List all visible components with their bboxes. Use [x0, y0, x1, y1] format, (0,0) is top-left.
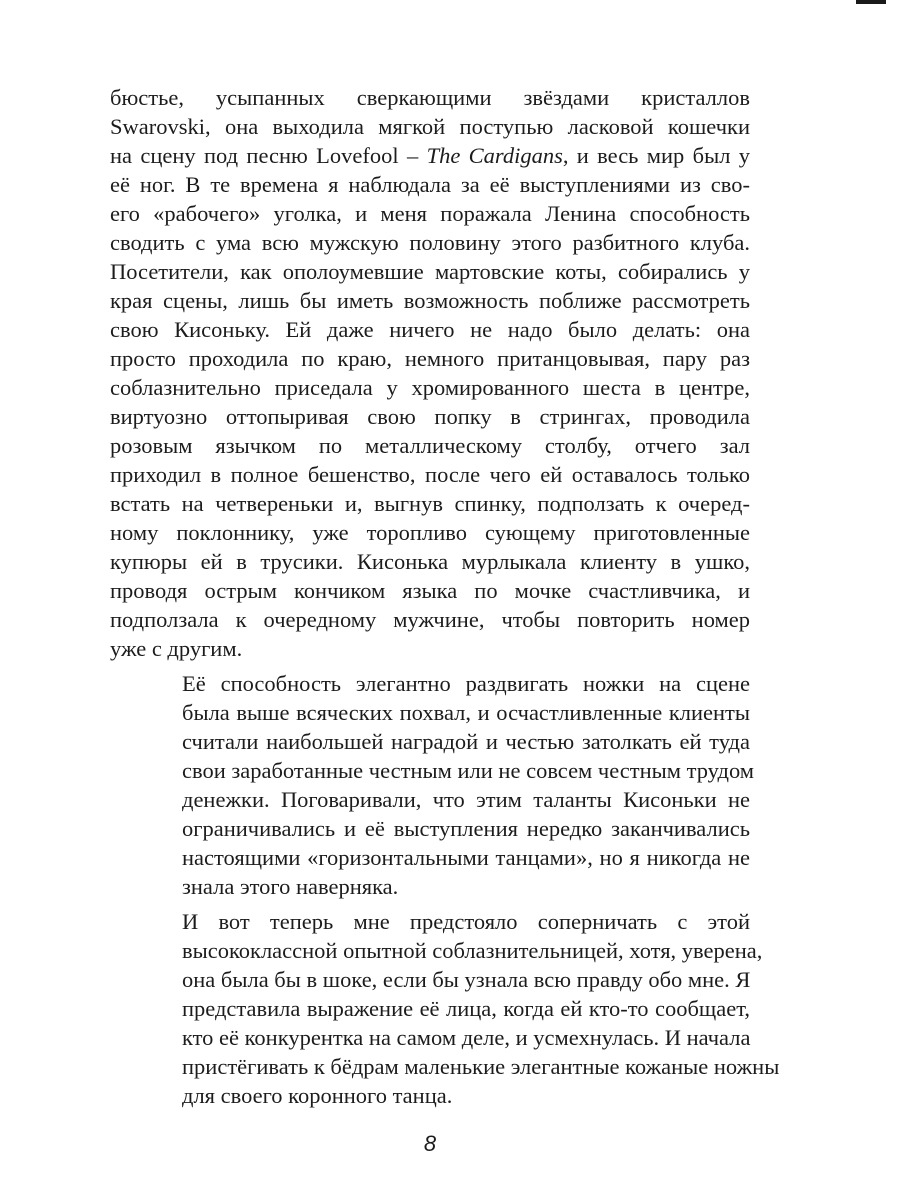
text-line: представила выражение её лица, когда ей кто-то сообщает,	[182, 996, 750, 1021]
page-body	[110, 83, 780, 1116]
text-line: уже с другим.	[110, 636, 243, 661]
text-line: его «рабочего» уголка, и меня поражала Ленина способность	[110, 201, 750, 226]
text-line: приходил в полное бешенство, после чего ей оставалось только	[110, 462, 750, 487]
text-line: на сцену под песню Lovefool – The Cardigans, и весь мир был у	[110, 143, 751, 168]
text-line: свои заработанные честным или не совсем честным трудом	[182, 758, 755, 783]
text-line: И вот теперь мне предстояло соперничать с этой	[182, 909, 750, 934]
text-line: Её способность элегантно раздвигать ножки на сцене	[182, 671, 750, 696]
text-line: для своего коронного танца.	[182, 1083, 453, 1108]
text-line: знала этого наверняка.	[182, 874, 399, 899]
paragraph-1	[110, 83, 750, 663]
corner-mark	[856, 0, 886, 4]
text-line: свою Кисоньку. Ей даже ничего не надо было делать: она	[110, 317, 750, 342]
text-line: сводить с ума всю мужскую половину этого разбитного клуба.	[110, 230, 750, 255]
text-line: купюры ей в трусики. Кисонька мурлыкала клиенту в ушко,	[110, 549, 750, 574]
band-name: The Cardigans	[426, 143, 563, 168]
text-line: ному поклоннику, уже торопливо сующему приготовленные	[110, 520, 750, 545]
text-line: бюстье, усыпанных сверкающими звёздами кристаллов	[110, 85, 750, 110]
text-line: пристёгивать к бёдрам маленькие элегантные кожаные ножны	[182, 1054, 780, 1079]
page-number: 8	[423, 1131, 437, 1156]
text-line: Посетители, как ополоумевшие мартовские коты, собирались у	[110, 259, 750, 284]
text-line: кто её конкурентка на самом деле, и усмехнулась. И начала	[182, 1025, 751, 1050]
text-line: настоящими «горизонтальными танцами», но я никогда не	[182, 845, 750, 870]
text-line: считали наибольшей наградой и честью затолкать ей туда	[182, 729, 750, 754]
text-line: Swarovski, она выходила мягкой поступью ласковой кошечки	[110, 114, 750, 139]
text-line: была выше всяческих похвал, и осчастливленные клиенты	[182, 700, 750, 725]
text-line: ограничивались и её выступления нередко заканчивались	[182, 816, 750, 841]
text-line: просто проходила по краю, немного пританцовывая, пару раз	[110, 346, 750, 371]
text-line: розовым язычком по металлическому столбу, отчего зал	[110, 433, 750, 458]
text-line: встать на четвереньки и, выгнув спинку, подползать к очеред-	[110, 491, 750, 516]
text-line: соблазнительно приседала у хромированного шеста в центре,	[110, 375, 750, 400]
text-line: подползала к очередному мужчине, чтобы повторить номер	[110, 607, 750, 632]
paragraph-2	[110, 669, 755, 901]
text-line: денежки. Поговаривали, что этим таланты Кисоньки не	[182, 787, 750, 812]
text-line: она была бы в шоке, если бы узнала всю правду обо мне. Я	[182, 967, 751, 992]
paragraph-3	[110, 907, 780, 1110]
text-line: проводя острым кончиком языка по мочке счастливчика, и	[110, 578, 750, 603]
text-line: края сцены, лишь бы иметь возможность поближе рассмотреть	[110, 288, 750, 313]
text-line: её ног. В те времена я наблюдала за её выступлениями из сво-	[110, 172, 750, 197]
text-line: виртуозно оттопыривая свою попку в стрингах, проводила	[110, 404, 750, 429]
text-line: высококлассной опытной соблазнительницей, хотя, уверена,	[182, 938, 763, 963]
